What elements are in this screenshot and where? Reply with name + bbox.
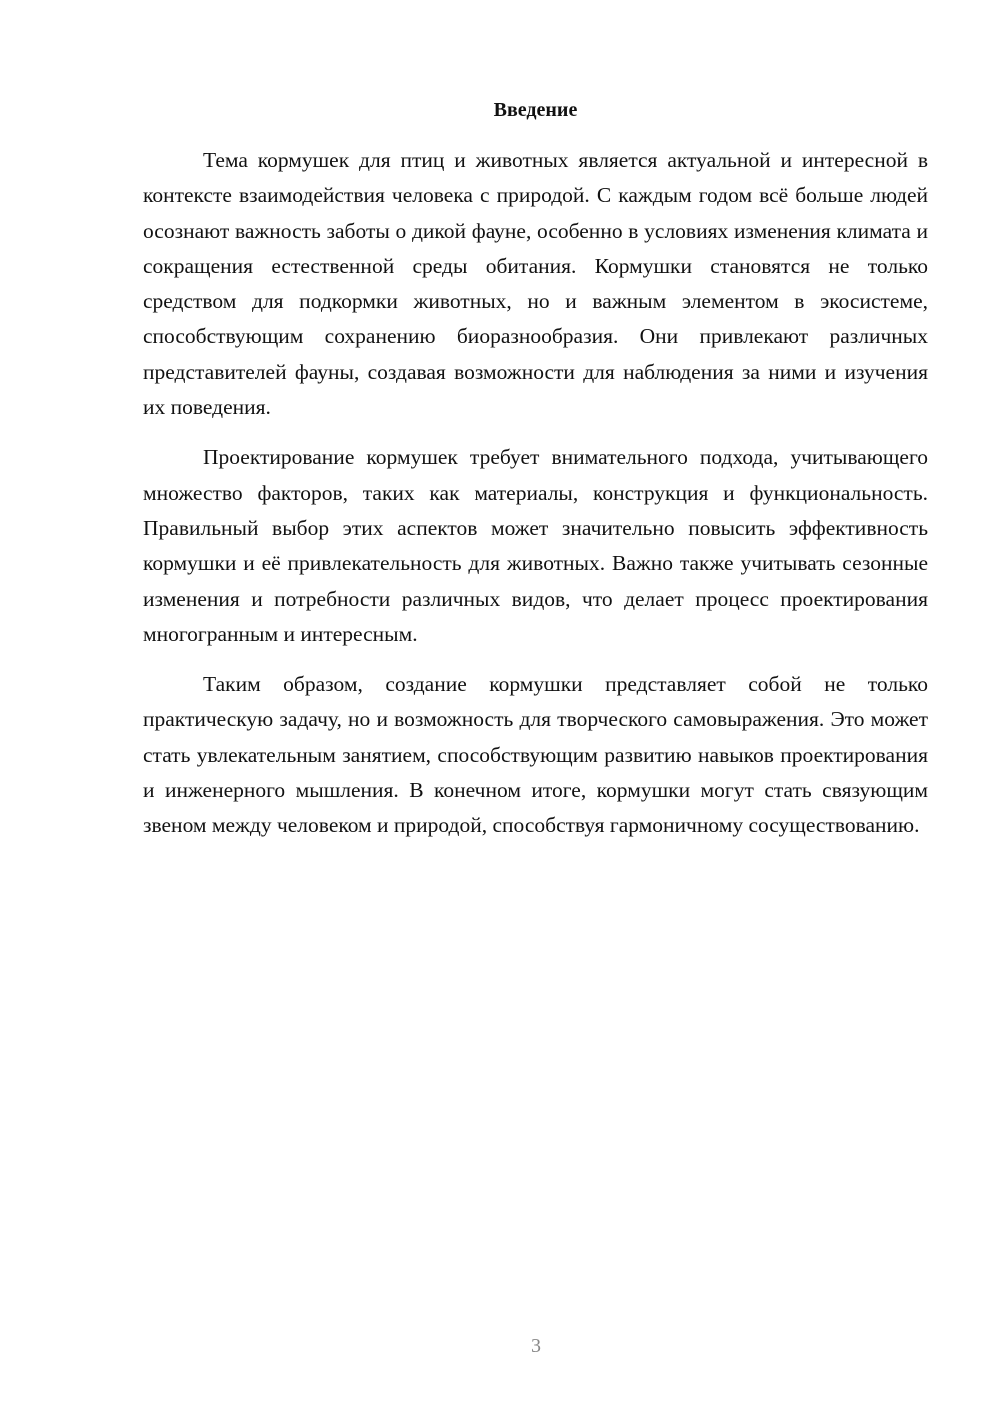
page-number: 3 [531,1335,541,1357]
paragraph-design: Проектирование кормушек требует внимательного подхода, учитывающего множество факторов, таких как материалы, конструкция и функциональность. Правильный выбор этих аспектов может значительно повысить эффективность кормушки и её привлекательность для животных. Важно также учитывать сезонные изменения и потребности различных видов, что делает процесс проектирования многогранным и интересным. [143,445,928,646]
paragraph-conclusion: Таким образом, создание кормушки представляет собой не только практическую задачу, но и возможность для творческого самовыражения. Это может стать увлекательным занятием, способствующим развитию навыков проектирования и инженерного мышления. В конечном итоге, кормушки могут стать связующим звеном между человеком и природой, способствуя гармоничному сосуществованию. [143,672,928,838]
paragraph-intro: Тема кормушек для птиц и животных является актуальной и интересной в контексте взаимодействия человека с природой. С каждым годом всё больше людей осознают важность заботы о дикой фауне, особенно в условиях изменения климата и сокращения естественной среды обитания. Кормушки становятся не только средством для подкормки животных, но и важным элементом в экосистеме, способствующим сохранению биоразнообразия. Они привлекают различных представителей фауны, создавая возможности для наблюдения за ними и изучения их поведения. [143,148,928,420]
page-content [143,94,928,859]
section-heading: Введение [493,99,578,121]
